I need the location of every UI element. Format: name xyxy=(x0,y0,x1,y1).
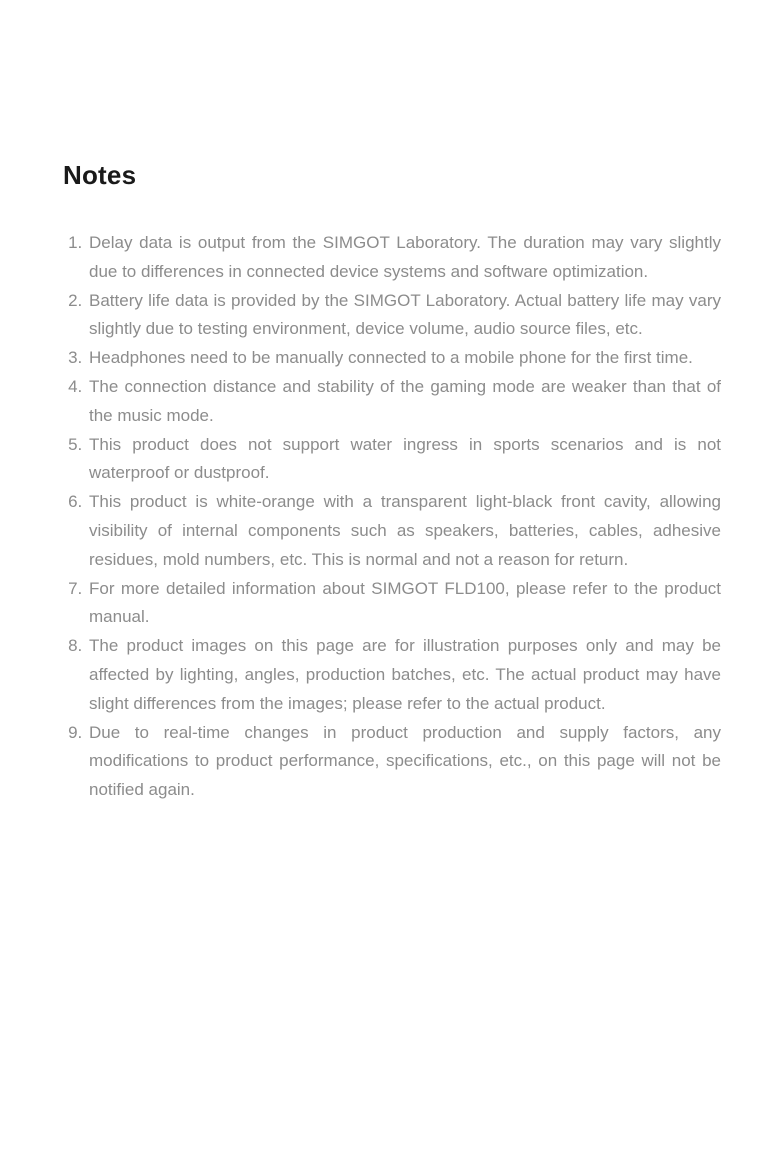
note-item: 7. For more detailed information about SIMGOT FLD100, please refer to the product manual. xyxy=(87,575,721,633)
note-item: 1. Delay data is output from the SIMGOT Laboratory. The duration may vary slightly due to differences in connected device systems and software optimization. xyxy=(87,229,721,287)
note-item: 4. The connection distance and stability of the gaming mode are weaker than that of the music mode. xyxy=(87,373,721,431)
note-item: 9. Due to real-time changes in product production and supply factors, any modifications to product performance, specifications, etc., on this page will not be notified again. xyxy=(87,719,721,805)
note-item: 3. Headphones need to be manually connected to a mobile phone for the first time. xyxy=(87,344,721,373)
note-item: 6. This product is white-orange with a transparent light-black front cavity, allowing visibility of internal components such as speakers, batteries, cables, adhesive residues, mold numbers, etc. This is normal and not a reason for return. xyxy=(87,488,721,574)
note-item: 8. The product images on this page are for illustration purposes only and may be affected by lighting, angles, production batches, etc. The actual product may have slight differences from the images; please refer to the actual product. xyxy=(87,632,721,718)
notes-list xyxy=(63,229,721,805)
note-item: 5. This product does not support water ingress in sports scenarios and is not waterproof or dustproof. xyxy=(87,431,721,489)
page-title: Notes xyxy=(63,160,137,190)
note-item: 2. Battery life data is provided by the SIMGOT Laboratory. Actual battery life may vary slightly due to testing environment, device volume, audio source files, etc. xyxy=(87,287,721,345)
